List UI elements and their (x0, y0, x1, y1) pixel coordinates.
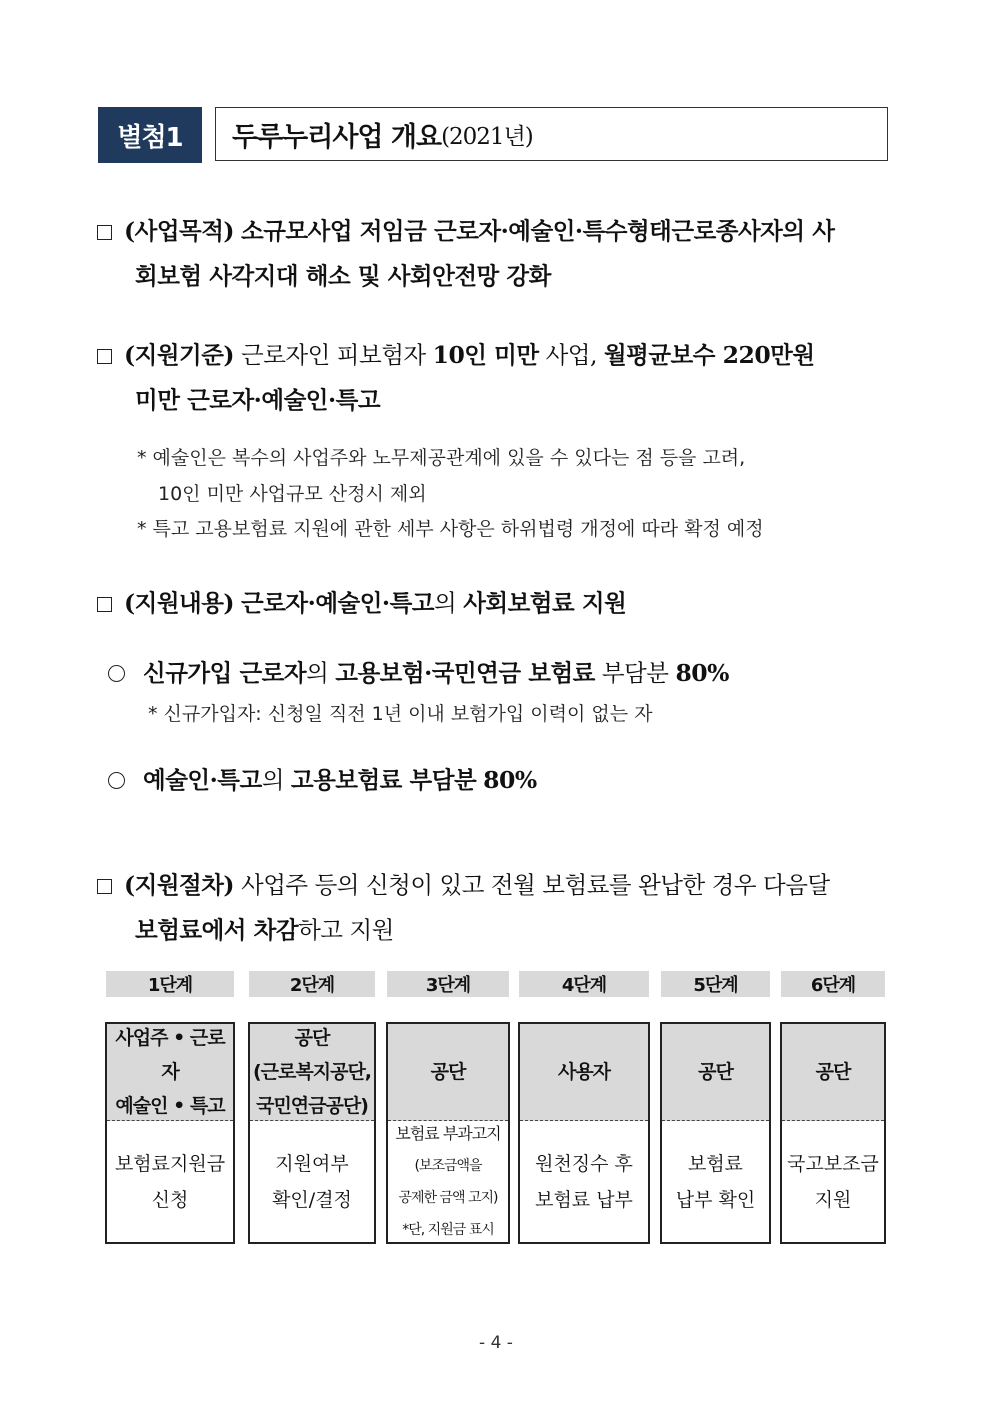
action-line: 납부 확인 (675, 1188, 756, 1211)
step-action (107, 1121, 233, 1242)
actor-line: 사용자 (557, 1061, 611, 1083)
content-subject: 사회보험료 지원 (463, 589, 627, 617)
section-label: (지원내용) (124, 589, 235, 617)
action-line: 지원여부 (275, 1152, 349, 1175)
action-line: 신청 (151, 1188, 189, 1211)
action-line: 보험료 납부 (535, 1188, 633, 1211)
item-particle: 의 (261, 766, 284, 794)
step-box-6 (780, 1022, 886, 1244)
step-actor (388, 1024, 508, 1121)
step-action (388, 1121, 508, 1242)
checkbox-square-icon (97, 225, 112, 240)
item-share: 부담분 (601, 659, 669, 687)
action-line: 지원 (814, 1188, 852, 1211)
criteria-wage: 월평균보수 220만원 (603, 341, 815, 369)
checkbox-square-icon (97, 597, 112, 612)
procedure-deduction: 보험료에서 차감 (135, 916, 299, 944)
criteria-text: 사업, (545, 341, 597, 369)
step-label-6: 6단계 (781, 971, 885, 997)
step-box-1 (105, 1022, 235, 1244)
content-target: 근로자·예술인·특고 (241, 589, 435, 617)
attachment-badge: 별첨1 (98, 107, 202, 163)
procedure-text: 사업주 등의 신청이 있고 전월 보험료를 완납한 경우 다음달 (241, 871, 830, 899)
step-label-4: 4단계 (519, 971, 649, 997)
step-label-3: 3단계 (387, 971, 509, 997)
actor-line: 공단 (815, 1061, 851, 1083)
item-target: 신규가입 근로자 (143, 659, 307, 687)
content-item-1-note: * 신규가입자: 신청일 직전 1년 이내 보험가입 이력이 없는 자 (148, 703, 653, 725)
action-line: 공제한 금액 고지) (398, 1189, 498, 1206)
step-action (250, 1121, 374, 1242)
content-particle: 의 (434, 589, 457, 617)
step-action (782, 1121, 884, 1242)
item-insurance: 고용보험료 부담분 (290, 766, 477, 794)
step-box-3 (386, 1022, 510, 1244)
content-item-1 (108, 654, 729, 688)
action-line: (보조금액을 (414, 1157, 482, 1174)
page-title: 두루누리사업 개요 (232, 121, 442, 153)
actor-line: 공단 (430, 1061, 466, 1083)
actor-line: 국민연금공단) (256, 1095, 368, 1117)
step-actor (782, 1024, 884, 1121)
actor-line: 사업주 • 근로자 (115, 1027, 225, 1083)
circle-bullet-icon (108, 665, 125, 682)
step-label-1: 1단계 (106, 971, 234, 997)
actor-line: 공단 (294, 1027, 330, 1049)
action-line: 국고보조금 (787, 1152, 879, 1175)
section-criteria-line1 (97, 336, 815, 370)
action-line: 보험료 (687, 1152, 744, 1175)
section-label: (사업목적) (124, 217, 235, 245)
criteria-size: 10인 미만 (432, 341, 539, 369)
item-particle: 의 (306, 659, 329, 687)
action-line: *단, 지원금 표시 (402, 1221, 494, 1238)
step-label-2: 2단계 (249, 971, 375, 997)
step-actor (250, 1024, 374, 1121)
step-actor (662, 1024, 769, 1121)
checkbox-square-icon (97, 349, 112, 364)
circle-bullet-icon (108, 772, 125, 789)
step-box-4 (518, 1022, 650, 1244)
action-line: 확인/결정 (272, 1188, 352, 1211)
step-box-5 (660, 1022, 771, 1244)
step-action (662, 1121, 769, 1242)
page-number: - 4 - (479, 1333, 513, 1353)
item-insurance: 고용보험·국민연금 보험료 (335, 659, 595, 687)
title-year: (2021년) (441, 123, 533, 150)
actor-line: 예술인 • 특고 (115, 1095, 225, 1117)
criteria-text: 근로자인 피보험자 (241, 341, 426, 369)
procedure-text: 하고 지원 (298, 916, 394, 944)
action-line: 보험료 부과고지 (395, 1123, 501, 1143)
step-actor (520, 1024, 648, 1121)
item-rate: 80% (483, 766, 537, 794)
step-label-5: 5단계 (661, 971, 770, 997)
criteria-note-2: * 특고 고용보험료 지원에 관한 세부 사항은 하위법령 개정에 따라 확정 예정 (137, 518, 764, 540)
actor-line: 공단 (698, 1061, 733, 1083)
step-box-2 (248, 1022, 376, 1244)
section-criteria-line2: 미만 근로자·예술인·특고 (135, 386, 381, 414)
title-box (215, 107, 888, 161)
section-text: 소규모사업 저임금 근로자·예술인·특수형태근로종사자의 사 (241, 217, 835, 245)
checkbox-square-icon (97, 879, 112, 894)
section-procedure-line2 (135, 911, 394, 945)
section-procedure-line1 (97, 866, 830, 900)
criteria-note-1-cont: 10인 미만 사업규모 산정시 제외 (158, 483, 427, 505)
criteria-note-1: * 예술인은 복수의 사업주와 노무제공관계에 있을 수 있다는 점 등을 고려, (137, 447, 746, 469)
step-actor (107, 1024, 233, 1121)
action-line: 원천징수 후 (535, 1152, 633, 1175)
actor-line: (근로복지공단, (252, 1061, 372, 1083)
section-purpose-line1 (97, 212, 834, 246)
section-purpose-line2: 회보험 사각지대 해소 및 사회안전망 강화 (135, 262, 551, 290)
step-action (520, 1121, 648, 1242)
section-label: (지원기준) (124, 341, 235, 369)
item-rate: 80% (675, 659, 729, 687)
section-content-line (97, 584, 626, 618)
action-line: 보험료지원금 (114, 1152, 226, 1175)
content-item-2 (108, 761, 537, 795)
section-label: (지원절차) (124, 871, 235, 899)
item-target: 예술인·특고 (143, 766, 262, 794)
